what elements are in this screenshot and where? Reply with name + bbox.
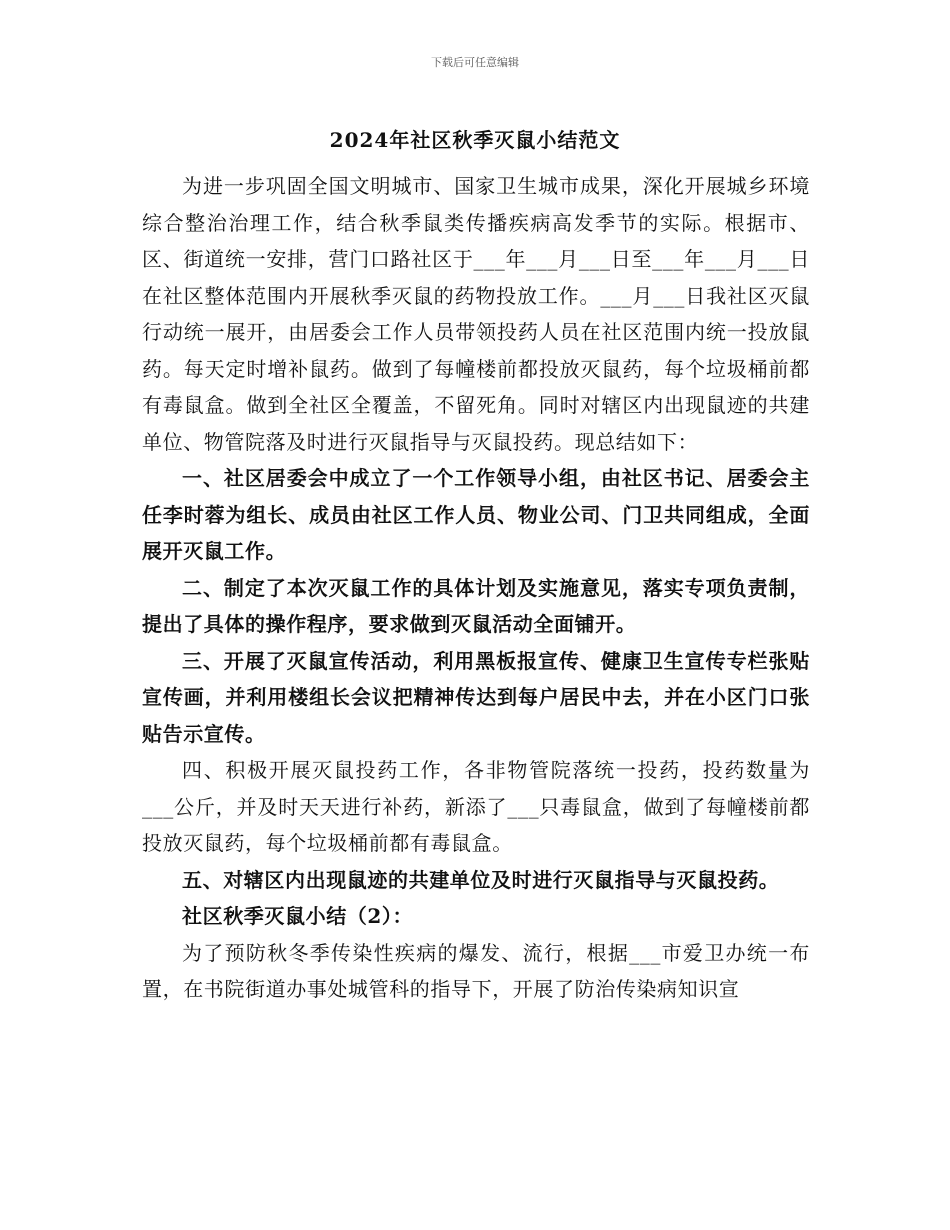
document-body <box>142 168 810 1008</box>
paragraph-intro: 为进一步巩固全国文明城市、国家卫生城市成果，深化开展城乡环境综合整治治理工作，结合秋季鼠类传播疾病高发季节的实际。根据市、区、街道统一安排，营门口路社区于___年___月___日至___年___月___日在社区整体范围内开展秋季灭鼠的药物投放工作。___月___日我社区灭鼠行动统一展开，由居委会工作人员带领投药人员在社区范围内统一投放鼠药。每天定时增补鼠药。做到了每幢楼前都投放灭鼠药，每个垃圾桶前都有毒鼠盒。做到全社区全覆盖，不留死角。同时对辖区内出现鼠迹的共建单位、物管院落及时进行灭鼠指导与灭鼠投药。现总结如下： <box>142 174 810 454</box>
paragraph-item-3: 三、开展了灭鼠宣传活动，利用黑板报宣传、健康卫生宣传专栏张贴宣传画，并利用楼组长会议把精神传达到每户居民中去，并在小区门口张贴告示宣传。 <box>142 648 810 746</box>
document-title: 2024年社区秋季灭鼠小结范文 <box>329 128 621 152</box>
section-heading-2: 社区秋季灭鼠小结（2）： <box>182 904 414 928</box>
paragraph-item-2: 二、制定了本次灭鼠工作的具体计划及实施意见，落实专项负责制，提出了具体的操作程序，要求做到灭鼠活动全面铺开。 <box>142 575 810 636</box>
page-header-note: 下载后可任意编辑 <box>431 56 519 69</box>
paragraph-item-1: 一、社区居委会中成立了一个工作领导小组，由社区书记、居委会主任李时蓉为组长、成员由社区工作人员、物业公司、门卫共同组成，全面展开灭鼠工作。 <box>142 466 810 563</box>
paragraph-item-5: 五、对辖区内出现鼠迹的共建单位及时进行灭鼠指导与灭鼠投药。 <box>182 867 780 892</box>
paragraph-item-4: 四、积极开展灭鼠投药工作，各非物管院落统一投药，投药数量为___公斤，并及时天天进行补药，新添了___只毒鼠盒，做到了每幢楼前都投放灭鼠药，每个垃圾桶前都有毒鼠盒。 <box>142 758 810 855</box>
paragraph-section-2-intro: 为了预防秋冬季传染性疾病的爆发、流行，根据___市爱卫办统一布置，在书院街道办事处城管科的指导下，开展了防治传染病知识宣 <box>142 940 810 1001</box>
